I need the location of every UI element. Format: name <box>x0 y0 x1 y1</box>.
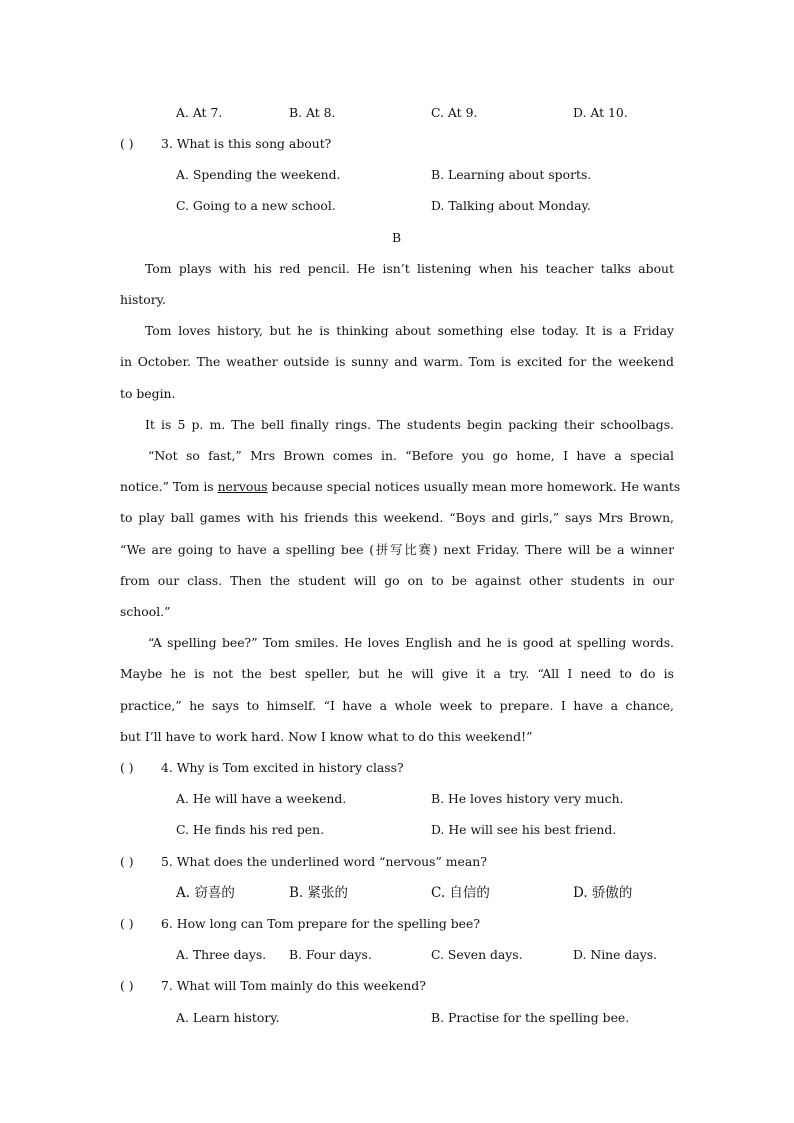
q4-option-d: D. He will see his best friend. <box>431 822 617 837</box>
passage-line: practice,” he says to himself. “I have a whole week to prepare. I have a chance, <box>120 698 674 713</box>
passage-line: history. <box>120 292 166 307</box>
q4-answer-blank[interactable]: ( ) <box>120 760 134 775</box>
q2-option-b: B. At 8. <box>289 105 336 120</box>
q5-answer-blank[interactable]: ( ) <box>120 854 134 869</box>
q5-option-c: C. 自信的 <box>431 885 490 901</box>
passage-line: but I’ll have to work hard. Now I know what to do this weekend!” <box>120 729 533 744</box>
q5-stem: 5. What does the underlined word “nervous” mean? <box>161 854 487 869</box>
passage-line: from our class. Then the student will go on to be against other students in our <box>120 573 674 588</box>
passage-line: to play ball games with his friends this weekend. “Boys and girls,” says Mrs Brown, <box>120 510 674 525</box>
passage-line: Maybe he is not the best speller, but he will give it a try. “All I need to do is <box>120 666 674 681</box>
q7-answer-blank[interactable]: ( ) <box>120 978 134 993</box>
q6-stem: 6. How long can Tom prepare for the spelling bee? <box>161 916 480 931</box>
q3-option-d: D. Talking about Monday. <box>431 198 591 213</box>
q3-option-a: A. Spending the weekend. <box>176 167 341 182</box>
q4-option-b: B. He loves history very much. <box>431 791 624 806</box>
passage-line: “A spelling bee?” Tom smiles. He loves English and he is good at spelling words. <box>148 635 674 650</box>
q6-answer-blank[interactable]: ( ) <box>120 916 134 931</box>
underlined-word-nervous: nervous <box>217 479 268 494</box>
section-b-title: B <box>392 230 402 245</box>
q3-answer-blank[interactable]: ( ) <box>120 136 134 151</box>
q3-option-b: B. Learning about sports. <box>431 167 592 182</box>
q3-option-c: C. Going to a new school. <box>176 198 336 213</box>
q3-stem: 3. What is this song about? <box>161 136 332 151</box>
passage-line: Tom plays with his red pencil. He isn’t listening when his teacher talks about <box>145 261 674 276</box>
passage-line: to begin. <box>120 386 176 401</box>
passage-line <box>120 479 681 495</box>
q7-option-b: B. Practise for the spelling bee. <box>431 1010 630 1025</box>
q2-option-c: C. At 9. <box>431 105 478 120</box>
q6-option-d: D. Nine days. <box>573 947 658 962</box>
q5-option-a: A. 窃喜的 <box>176 885 235 901</box>
passage-line: school.” <box>120 604 171 619</box>
q6-option-a: A. Three days. <box>176 947 267 962</box>
passage-text: notice.” Tom is <box>120 479 218 494</box>
passage-line: Tom loves history, but he is thinking about something else today. It is a Friday <box>145 323 674 338</box>
q6-option-c: C. Seven days. <box>431 947 523 962</box>
q4-stem: 4. Why is Tom excited in history class? <box>161 760 404 775</box>
q2-option-a: A. At 7. <box>176 105 223 120</box>
q7-stem: 7. What will Tom mainly do this weekend? <box>161 978 426 993</box>
q4-option-c: C. He finds his red pen. <box>176 822 325 837</box>
q2-option-d: D. At 10. <box>573 105 628 120</box>
q5-option-b: B. 紧张的 <box>289 885 349 901</box>
passage-line: in October. The weather outside is sunny and warm. Tom is excited for the weekend <box>120 354 674 369</box>
q4-option-a: A. He will have a weekend. <box>176 791 347 806</box>
passage-text: because special notices usually mean more homework. He wants <box>267 479 681 494</box>
passage-line: “Not so fast,” Mrs Brown comes in. “Before you go home, I have a special <box>148 448 674 463</box>
passage-line: It is 5 p. m. The bell finally rings. The students begin packing their schoolbags. <box>145 417 674 432</box>
q7-option-a: A. Learn history. <box>176 1010 280 1025</box>
passage-line: “We are going to have a spelling bee (拼写比赛) next Friday. There will be a winner <box>120 542 674 557</box>
q5-option-d: D. 骄傲的 <box>573 885 633 901</box>
q6-option-b: B. Four days. <box>289 947 372 962</box>
